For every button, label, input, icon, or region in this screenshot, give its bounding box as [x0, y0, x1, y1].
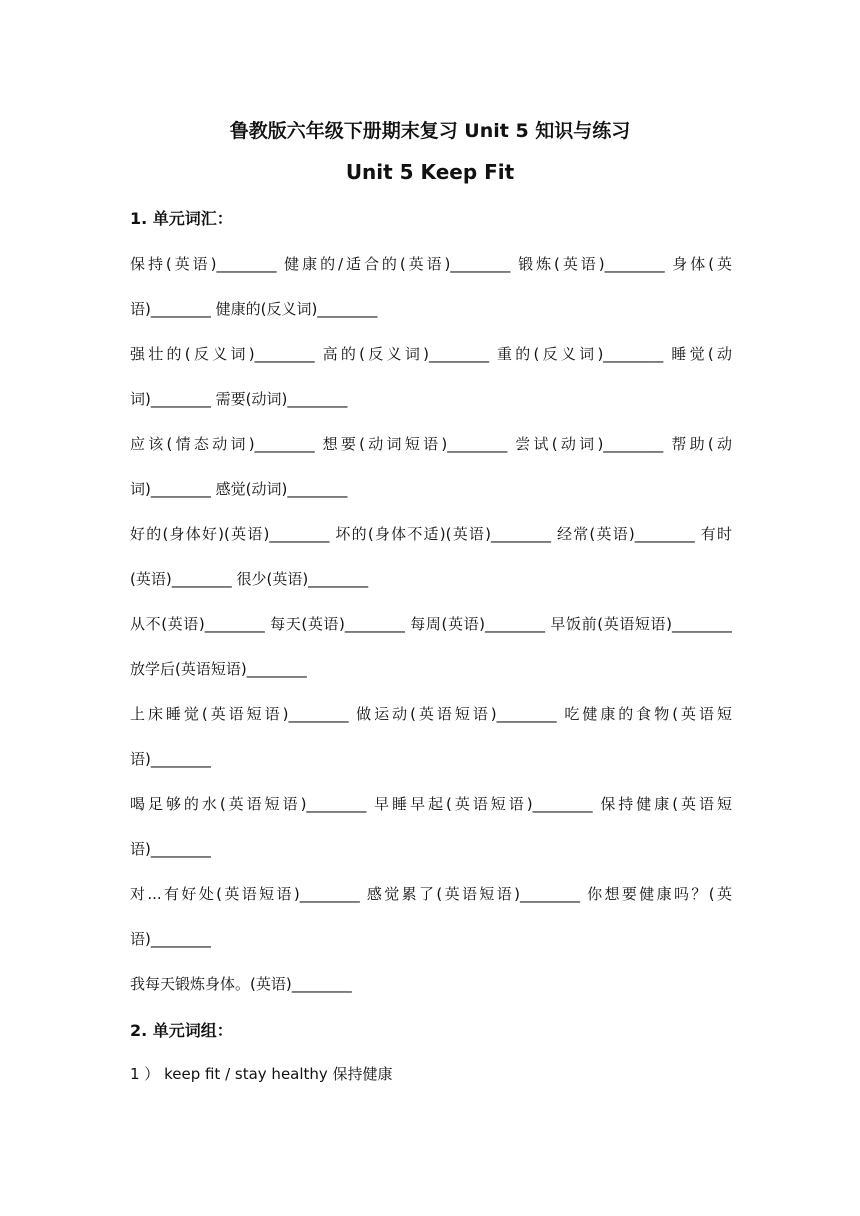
vocab-line: (英语)________ 很少(英语)________	[130, 570, 369, 588]
vocab-line: 我每天锻炼身体。(英语)________	[130, 975, 352, 993]
vocab-line: 语)________	[130, 750, 211, 768]
vocab-line: 从不(英语)________ 每天(英语)________ 每周(英语)________ 早饭前(英语短语)________	[130, 615, 732, 633]
section-heading-phrases: 2. 单元词组：	[130, 1021, 233, 1040]
vocab-line: 应该(情态动词)________ 想要(动词短语)________ 尝试(动词)________ 帮助(动	[130, 435, 732, 453]
document-title: 鲁教版六年级下册期末复习 Unit 5 知识与练习	[229, 120, 631, 142]
vocab-line: 语)________	[130, 840, 211, 858]
vocab-line: 强壮的(反义词)________ 高的(反义词)________ 重的(反义词)________ 睡觉(动	[130, 345, 732, 363]
vocab-line: 保持(英语)________ 健康的/适合的(英语)________ 锻炼(英语)________ 身体(英	[130, 255, 732, 273]
section-heading-vocabulary: 1. 单元词汇：	[130, 209, 233, 228]
vocab-line: 好的(身体好)(英语)________ 坏的(身体不适)(英语)________ 经常(英语)________ 有时	[130, 525, 732, 543]
vocab-line: 对...有好处(英语短语)________ 感觉累了(英语短语)________ 你想要健康吗？(英	[130, 885, 732, 903]
document-subtitle: Unit 5 Keep Fit	[345, 160, 515, 184]
vocab-line: 喝足够的水(英语短语)________ 早睡早起(英语短语)________ 保持健康(英语短	[130, 795, 732, 813]
vocab-line: 放学后(英语短语)________	[130, 660, 307, 678]
phrase-line: 1 ） keep fit / stay healthy 保持健康	[130, 1065, 393, 1083]
vocab-line: 词)________ 需要(动词)________	[130, 390, 348, 408]
vocab-line: 语)________	[130, 930, 211, 948]
vocab-line: 词)________ 感觉(动词)________	[130, 480, 348, 498]
vocab-line: 上床睡觉(英语短语)________ 做运动(英语短语)________ 吃健康的食物(英语短	[130, 705, 732, 723]
vocab-line: 语)________ 健康的(反义词)________	[130, 300, 378, 318]
